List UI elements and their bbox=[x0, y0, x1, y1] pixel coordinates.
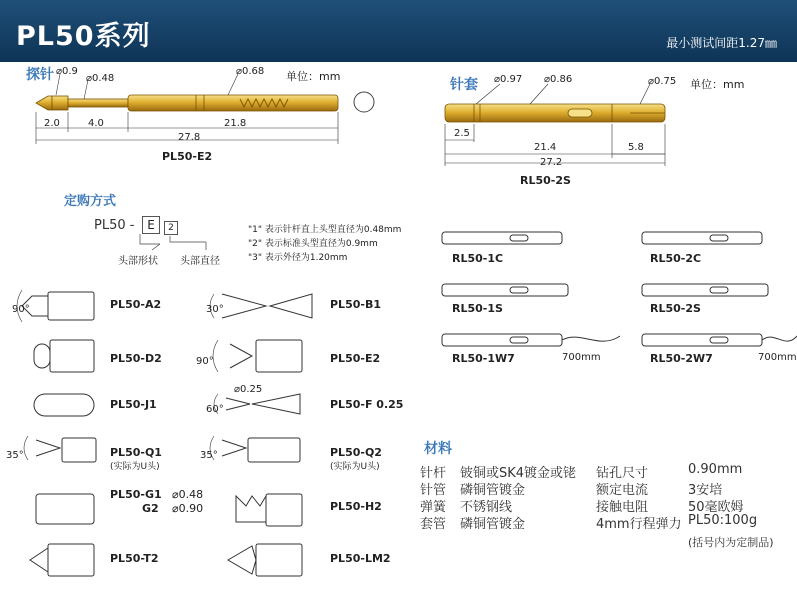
receptacle-dim-5-8: 5.8 bbox=[628, 142, 644, 153]
tip-label: PL50-F 0.25 bbox=[330, 398, 404, 411]
spec-name: 接触电阻 bbox=[596, 500, 649, 515]
receptacle-diam-a: ⌀0.97 bbox=[494, 74, 523, 85]
tip-label: PL50-J1 bbox=[110, 398, 157, 411]
receptacle-type-label: RL50-2W7 bbox=[650, 352, 713, 365]
tip-g1-diameter: ⌀0.48 bbox=[172, 488, 204, 501]
receptacle-type-label: RL50-2C bbox=[650, 252, 702, 265]
probe-barrel-diameter: ⌀0.68 bbox=[236, 66, 265, 77]
min-spacing-label: 最小测试间距1.27㎜ bbox=[666, 36, 777, 50]
ordering-note-1: "1" 表示针杆直上头型直径为0.48mm bbox=[248, 225, 402, 235]
probe-drawing bbox=[36, 74, 374, 144]
label-head-diameter: 头部直径 bbox=[180, 256, 220, 267]
receptacle-dim-21-4: 21.4 bbox=[534, 142, 557, 153]
probe-tip-diameter: ⌀0.48 bbox=[86, 73, 115, 84]
spec-value: 50毫欧姆 bbox=[688, 500, 744, 515]
tip-label: PL50-G1 bbox=[110, 488, 162, 501]
ordering-section-title: 定购方式 bbox=[64, 194, 117, 209]
spec-name: 额定电流 bbox=[596, 483, 649, 498]
ordering-brackets bbox=[140, 234, 206, 250]
spec-value: 0.90mm bbox=[688, 462, 743, 477]
materials-section-title: 材料 bbox=[424, 441, 452, 457]
receptacle-wire-length: 700mm bbox=[758, 352, 797, 363]
label-head-shape: 头部形状 bbox=[118, 256, 158, 267]
tip-angle: 35° bbox=[200, 450, 218, 461]
material-value: 磷铜管镀金 bbox=[460, 517, 526, 532]
tip-label: PL50-A2 bbox=[110, 298, 162, 311]
tip-shapes bbox=[22, 292, 312, 576]
probe-unit: 单位：mm bbox=[286, 70, 341, 83]
receptacle-drawing bbox=[445, 84, 665, 166]
tip-label: PL50-E2 bbox=[330, 352, 381, 365]
tip-note: (实际为U头) bbox=[330, 462, 380, 472]
tip-label: PL50-Q1 bbox=[110, 446, 162, 459]
probe-dim-total: 27.8 bbox=[178, 132, 201, 143]
receptacle-type-label: RL50-2S bbox=[650, 302, 701, 315]
ordering-note-2: "2" 表示标准头型直径为0.9mm bbox=[248, 239, 378, 249]
tip-g2-label: G2 bbox=[142, 502, 159, 515]
receptacle-diam-b: ⌀0.86 bbox=[544, 74, 573, 85]
material-value: 铍铜或SK4镀金或铑 bbox=[460, 466, 577, 481]
receptacle-dim-total: 27.2 bbox=[540, 157, 563, 168]
spec-value: 3安培 bbox=[688, 483, 723, 498]
receptacle-type-label: RL50-1W7 bbox=[452, 352, 515, 365]
receptacle-dim-2-5: 2.5 bbox=[454, 128, 470, 139]
receptacle-model: RL50-2S bbox=[520, 174, 571, 187]
ordering-code-head-diameter: 2 bbox=[164, 221, 178, 235]
receptacle-type-label: RL50-1S bbox=[452, 302, 503, 315]
tip-note: (实际为U头) bbox=[110, 462, 160, 472]
tip-angle: 90° bbox=[12, 304, 30, 315]
tip-label: PL50-LM2 bbox=[330, 552, 391, 565]
probe-head-diameter: ⌀0.9 bbox=[56, 66, 78, 77]
ordering-code-head-shape: E bbox=[142, 216, 160, 234]
tip-g2-diameter: ⌀0.90 bbox=[172, 502, 204, 515]
tip-label: PL50-T2 bbox=[110, 552, 159, 565]
ordering-note-3: "3" 表示外径为1.20mm bbox=[248, 253, 348, 263]
ordering-code-prefix: PL50 - bbox=[94, 218, 135, 233]
tip-label: PL50-D2 bbox=[110, 352, 162, 365]
material-value: 磷铜管镀金 bbox=[460, 483, 526, 498]
spec-value: PL50:100g bbox=[688, 513, 758, 528]
material-name: 套管 bbox=[420, 517, 447, 532]
tip-angle: 30° bbox=[206, 304, 224, 315]
spec-name: 钻孔尺寸 bbox=[596, 466, 649, 481]
tip-angle: 90° bbox=[196, 356, 214, 367]
tip-angle: 60° bbox=[206, 404, 224, 415]
tip-label: PL50-B1 bbox=[330, 298, 381, 311]
tip-angle: 35° bbox=[6, 450, 24, 461]
probe-section-title: 探针 bbox=[26, 67, 54, 83]
page-title: PL50系列 bbox=[16, 21, 151, 52]
probe-model: PL50-E2 bbox=[162, 150, 213, 163]
material-name: 针管 bbox=[420, 483, 447, 498]
material-name: 针杆 bbox=[420, 466, 447, 481]
probe-dim-4: 4.0 bbox=[88, 118, 104, 129]
tip-diameter: ⌀0.25 bbox=[234, 384, 263, 395]
receptacle-diam-c: ⌀0.75 bbox=[648, 76, 677, 87]
probe-dim-21-8: 21.8 bbox=[224, 118, 247, 129]
material-name: 弹簧 bbox=[420, 500, 447, 515]
receptacle-type-shapes bbox=[442, 232, 797, 346]
receptacle-section-title: 针套 bbox=[450, 77, 478, 93]
material-value: 不锈钢线 bbox=[460, 500, 513, 515]
spec-name: 4mm行程弹力 bbox=[596, 517, 682, 532]
tip-label: PL50-H2 bbox=[330, 500, 382, 513]
tip-label: PL50-Q2 bbox=[330, 446, 382, 459]
receptacle-unit: 单位：mm bbox=[690, 78, 745, 91]
probe-dim-2: 2.0 bbox=[44, 118, 60, 129]
materials-footnote: (括号内为定制品) bbox=[688, 536, 774, 549]
receptacle-wire-length: 700mm bbox=[562, 352, 601, 363]
receptacle-type-label: RL50-1C bbox=[452, 252, 504, 265]
